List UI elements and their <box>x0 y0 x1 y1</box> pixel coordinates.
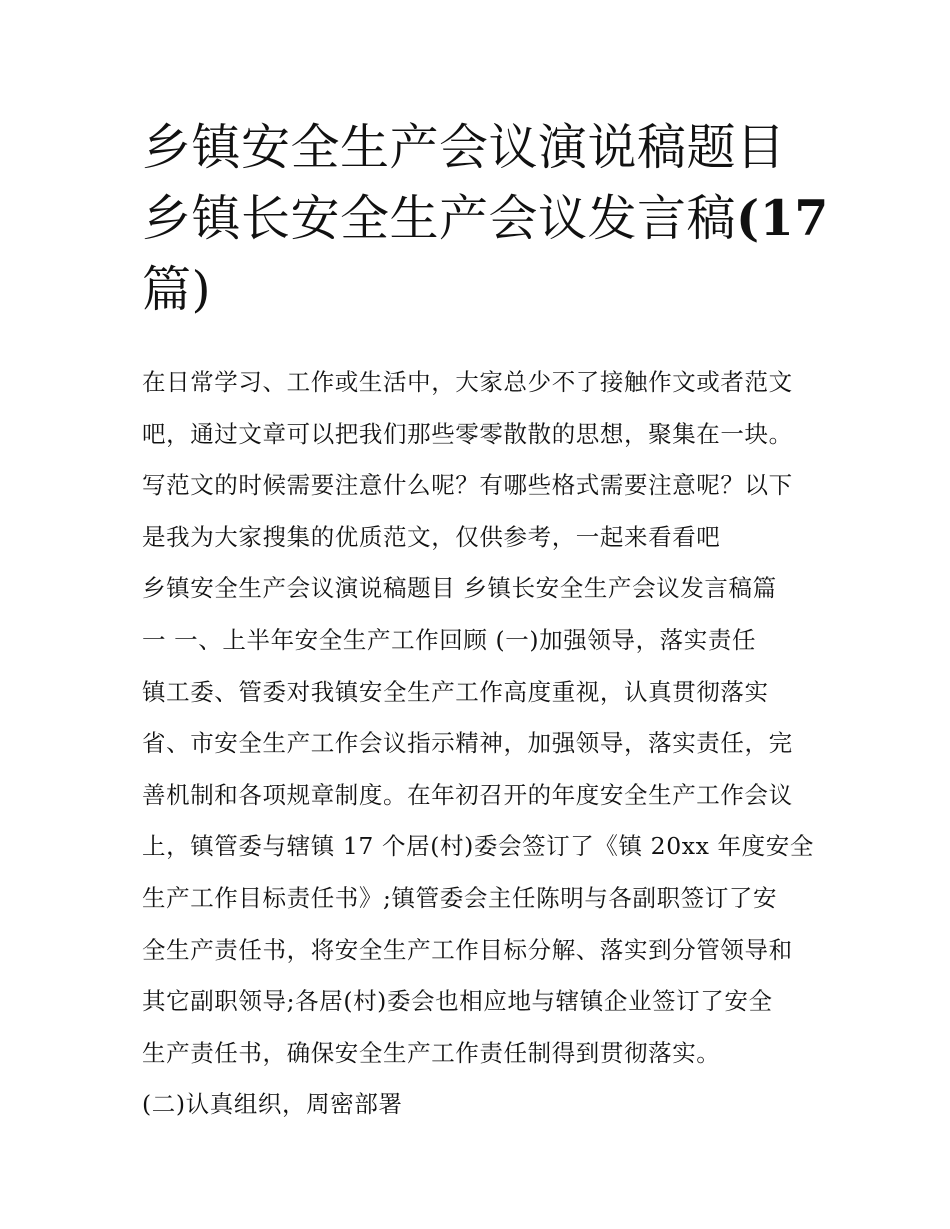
body-line: 生产责任书，确保安全生产工作责任制得到贯彻落实。 <box>142 1038 721 1067</box>
body-line: 生产工作目标责任书》;镇管委会主任陈明与各副职签订了安 <box>142 883 778 912</box>
body-line: 写范文的时候需要注意什么呢？有哪些格式需要注意呢？以下 <box>142 471 793 500</box>
body-line: 全生产责任书，将安全生产工作目标分解、落实到分管领导和 <box>142 935 793 964</box>
document-body <box>142 357 822 1131</box>
body-line: 省、市安全生产工作会议指示精神，加强领导，落实责任，完 <box>142 729 793 758</box>
title-line-2-text: 乡镇长安全生产会议发言稿 <box>142 190 737 247</box>
body-line: 镇工委、管委对我镇安全生产工作高度重视，认真贯彻落实 <box>142 677 769 706</box>
body-line: 其它副职领导;各居(村)委会也相应地与辖镇企业签订了安全 <box>142 987 773 1016</box>
body-line: 吧，通过文章可以把我们那些零零散散的思想，聚集在一块。 <box>142 419 793 448</box>
body-line: 一 一、上半年安全生产工作回顾 (一)加强领导，落实责任 <box>142 625 757 654</box>
body-line: 是我为大家搜集的优质范文，仅供参考，一起来看看吧 <box>142 522 721 551</box>
title-line-2 <box>142 183 829 254</box>
title-count: (17 <box>736 189 829 247</box>
body-line: 乡镇安全生产会议演说稿题目 乡镇长安全生产会议发言稿篇 <box>142 574 777 603</box>
body-line: 在日常学习、工作或生活中，大家总少不了接触作文或者范文 <box>142 368 793 396</box>
title-line-1: 乡镇安全生产会议演说稿题目 <box>142 119 786 176</box>
body-line: 上，镇管委与辖镇 17 个居(村)委会签订了《镇 20xx 年度安全 <box>142 832 814 861</box>
body-line: 善机制和各项规章制度。在年初召开的年度安全生产工作会议 <box>142 780 793 809</box>
document-title <box>142 112 829 325</box>
section-heading: (二)认真组织，周密部署 <box>142 1090 403 1119</box>
title-line-3: 篇) <box>142 261 212 318</box>
